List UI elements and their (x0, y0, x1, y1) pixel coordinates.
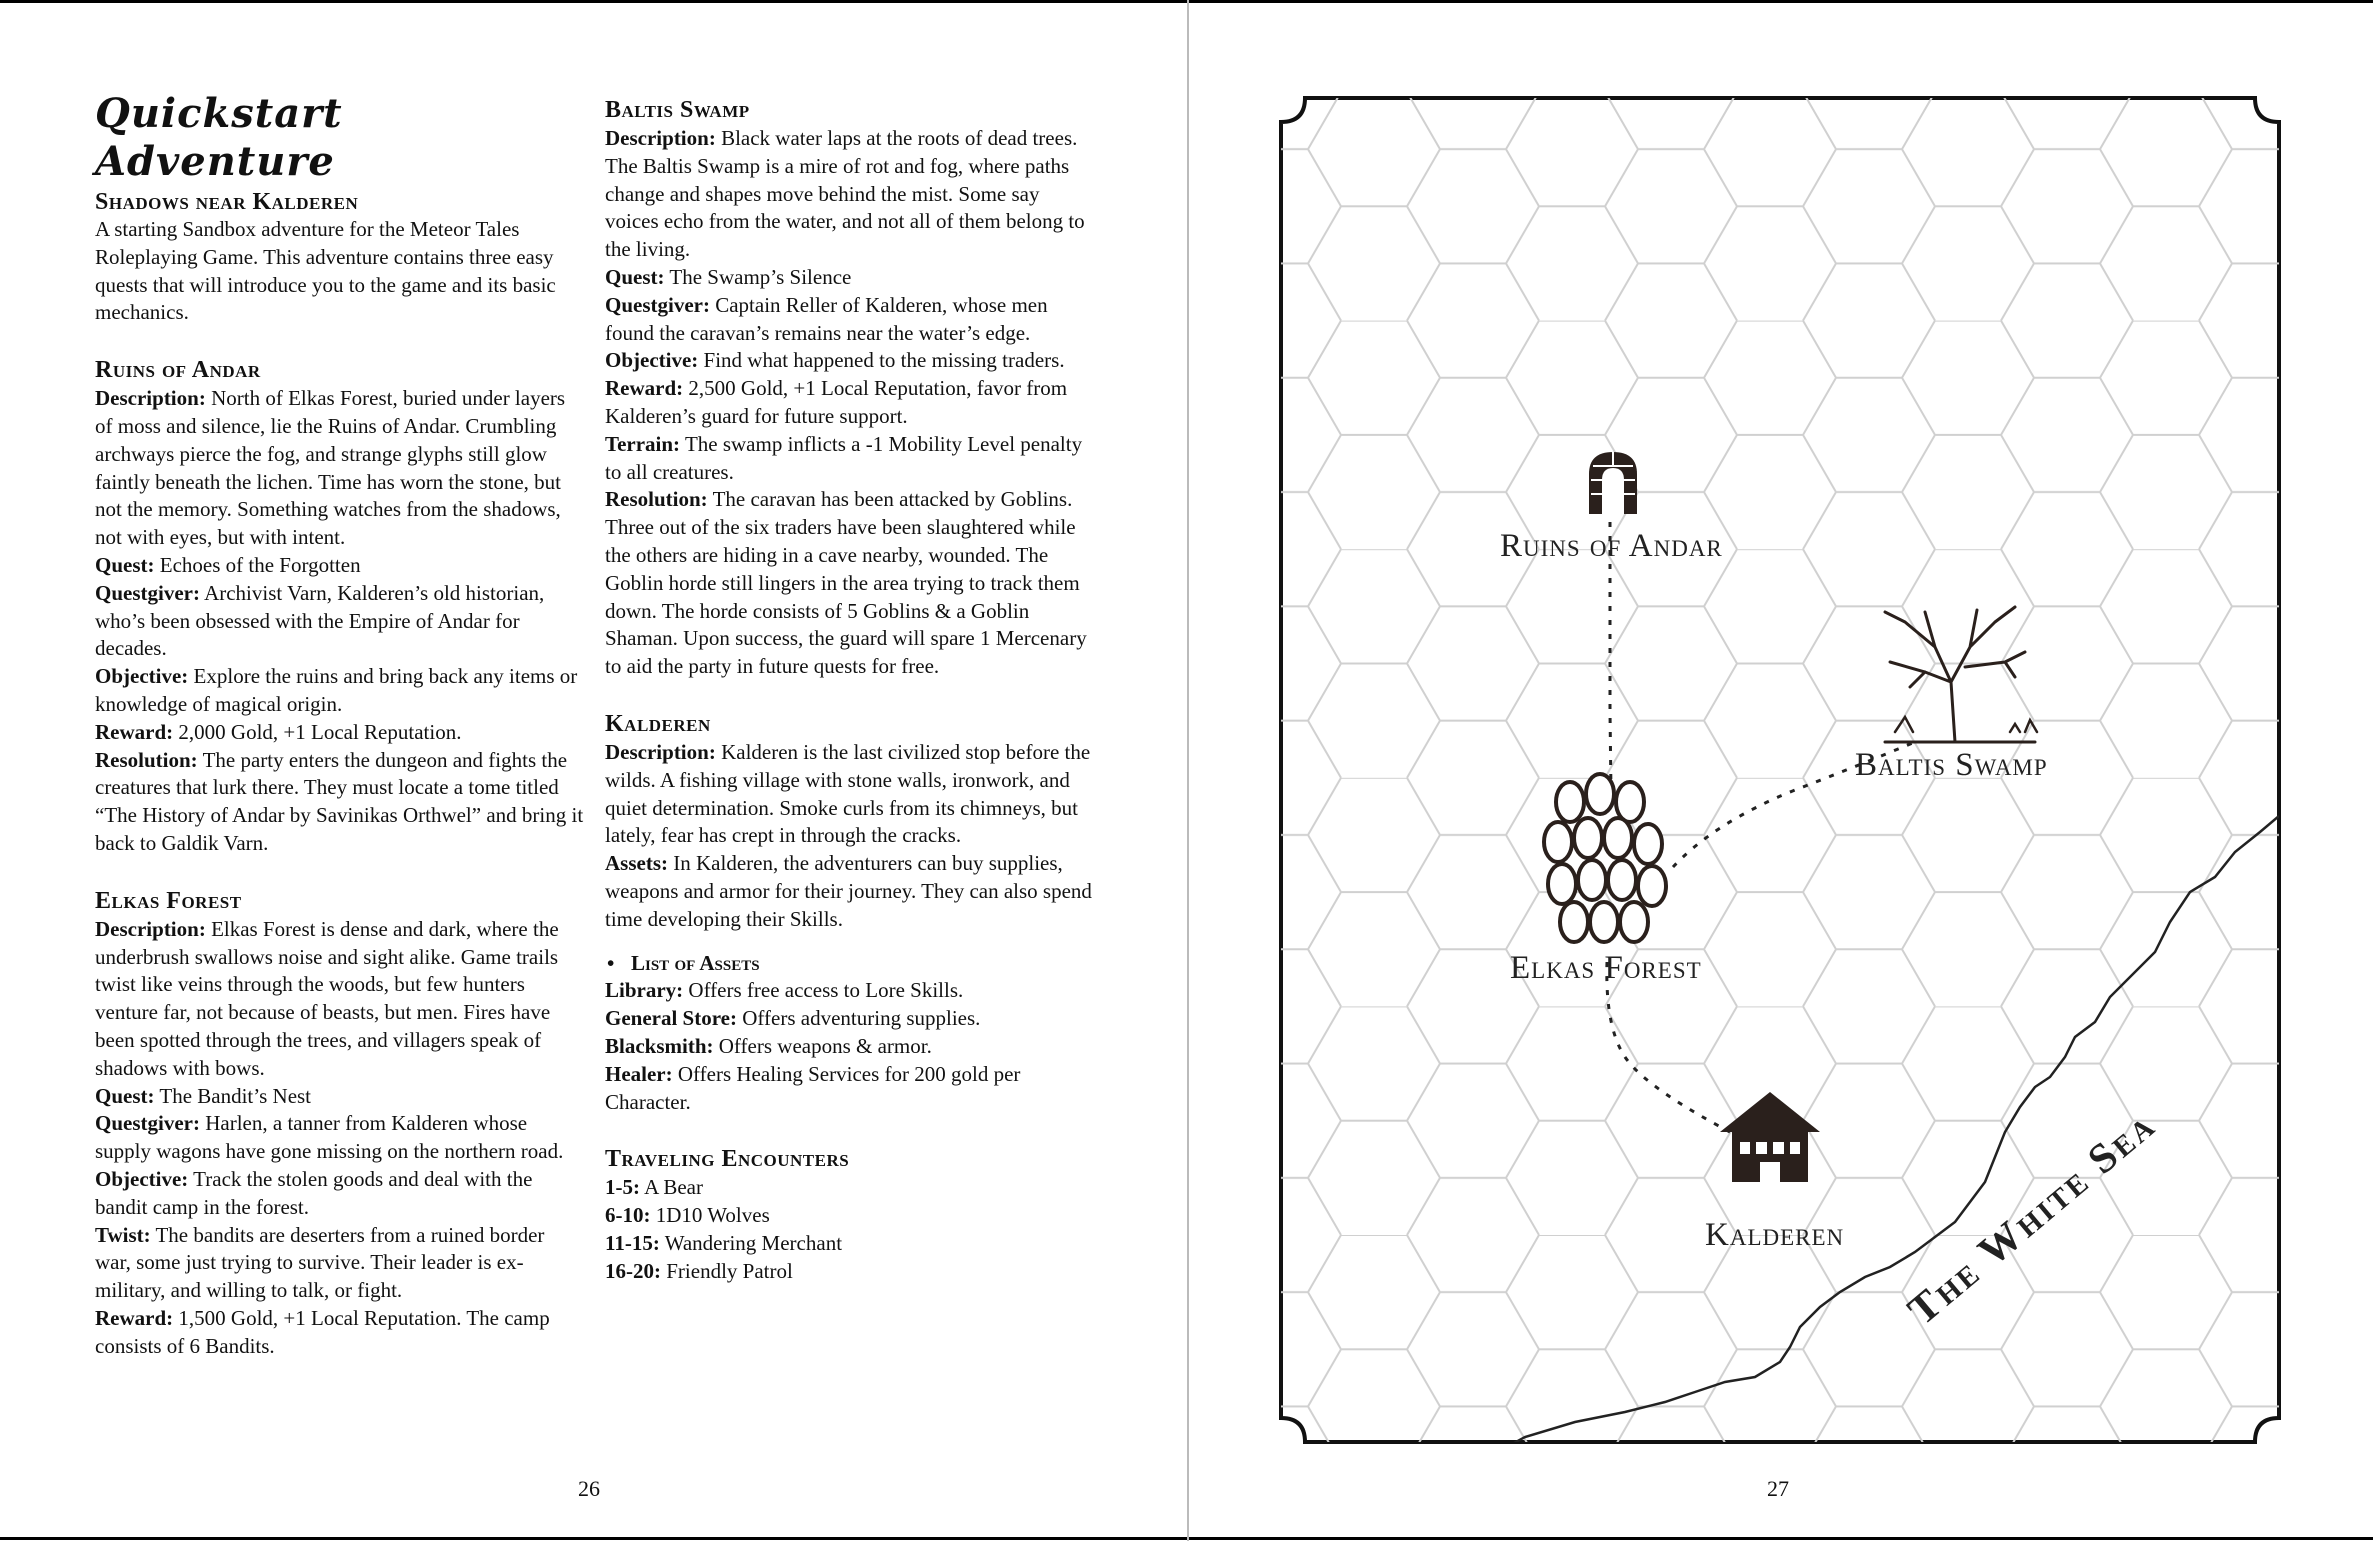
asset-item: General Store: Offers adventuring supplies. (605, 1006, 981, 1031)
ruins-reward: Reward: 2,000 Gold, +1 Local Reputation. (95, 719, 462, 744)
forest-questgiver: Questgiver: Harlen, a tanner from Kalderen whose supply wagons have gone missing on the northern road. (95, 1111, 564, 1164)
kalderen-assets: Assets: In Kalderen, the adventurers can buy supplies, weapons and armor for their journey. They can also spend time developing their Skills. (605, 851, 1092, 931)
ruins-resolution: Resolution: The party enters the dungeon and fights the creatures that lurk there. They must locate a tome titled “The History of Andar by Savinikas Orthwel” and bring it back to Galdik Varn. (95, 747, 584, 855)
left-column-2 (605, 95, 1095, 1285)
page-number-left: 26 (578, 1476, 600, 1501)
page-title: Quickstart Adventure (95, 90, 343, 185)
label-the-white-sea: The White Sea (1899, 1101, 2165, 1335)
label-elkas-forest: Elkas Forest (1510, 950, 1702, 986)
forest-heading: Elkas Forest (95, 887, 242, 914)
page-spine (1187, 0, 1189, 1541)
asset-item: Blacksmith: Offers weapons & armor. (605, 1033, 932, 1058)
encounter-item: 11-15: Wandering Merchant (605, 1230, 843, 1255)
encounters-heading: Traveling Encounters (605, 1146, 850, 1173)
swamp-resolution: Resolution: The caravan has been attacked by Goblins. Three out of the six traders have been slaughtered while the others are hiding in a cave nearby, wounded. The Goblin horde still lingers in the area trying to track them down. The horde consists of 5 Goblins & a Goblin Shaman. Upon success, the guard will spare 1 Mercenary to aid the party in future quests for free. (605, 487, 1087, 679)
asset-item: Library: Offers free access to Lore Skills. (605, 978, 964, 1003)
forest-description: Description: Elkas Forest is dense and dark, where the underbrush swallows noise and sight alike. Game trails twist like veins through the woods, but few hunters venture far, not because of beasts, but men. Fires have been spotted through the trees, and villagers speak of shadows with bows. (95, 916, 559, 1080)
ruins-quest: Quest: Echoes of the Forgotten (95, 552, 361, 577)
label-kalderen: Kalderen (1705, 1217, 1845, 1253)
ruins-questgiver: Questgiver: Archivist Varn, Kalderen’s old historian, who’s been obsessed with the Empire of Andar for decades. (95, 580, 545, 661)
encounter-item: 6-10: 1D10 Wolves (605, 1203, 770, 1228)
encounter-item: 1-5: A Bear (605, 1175, 703, 1200)
assets-list-heading: • List of Assets (607, 950, 760, 975)
forest-objective: Objective: Track the stolen goods and deal with the bandit camp in the forest. (95, 1166, 533, 1219)
adventure-map (1275, 92, 2285, 1448)
page-number-right: 27 (1767, 1476, 1789, 1501)
forest-twist: Twist: The bandits are deserters from a ruined border war, some just trying to survive. Their leader is ex-military, and willing to talk, or fight. (95, 1222, 545, 1303)
forest-quest: Quest: The Bandit’s Nest (95, 1083, 312, 1108)
label-baltis-swamp: Baltis Swamp (1855, 747, 2048, 783)
swamp-heading: Baltis Swamp (605, 97, 750, 123)
ruins-heading: Ruins of Andar (95, 357, 261, 384)
swamp-questgiver: Questgiver: Captain Reller of Kalderen, whose men found the caravan’s remains near the water’s edge. (605, 292, 1048, 345)
swamp-quest: Quest: The Swamp’s Silence (605, 264, 852, 289)
forest-reward: Reward: 1,500 Gold, +1 Local Reputation. The camp consists of 6 Bandits. (95, 1305, 550, 1358)
swamp-terrain: Terrain: The swamp inflicts a -1 Mobility Level penalty to all creatures. (605, 431, 1083, 484)
intro-text: A starting Sandbox adventure for the Meteor Tales Roleplaying Game. This adventure contains three easy quests that will introduce you to the game and its basic mechanics. (95, 217, 556, 325)
encounter-item: 16-20: Friendly Patrol (605, 1258, 793, 1283)
ruins-archway-icon (1589, 452, 1637, 514)
kalderen-heading: Kalderen (605, 710, 711, 737)
kalderen-description: Description: Kalderen is the last civilized stop before the wilds. A fishing village with stone walls, ironwork, and quiet determination. Smoke curls from its chimneys, but lately, fear has crept in through the cracks. (605, 739, 1091, 848)
swamp-reward: Reward: 2,500 Gold, +1 Local Reputation, favor from Kalderen’s guard for future support. (605, 376, 1068, 428)
asset-item: Healer: Offers Healing Services for 200 gold per Character. (605, 1061, 1021, 1114)
left-column-1 (95, 90, 585, 1360)
ruins-objective: Objective: Explore the ruins and bring back any items or knowledge of magical origin. (95, 664, 578, 716)
page-subtitle: Shadows near Kalderen (95, 189, 359, 215)
swamp-objective: Objective: Find what happened to the missing traders. (605, 348, 1065, 373)
ruins-description: Description: North of Elkas Forest, buried under layers of moss and silence, lie the Ruins of Andar. Crumbling archways pierce the fog, and strange glyphs still glow faintly beneath the lichen. Time has worn the stone, but not the memory. Something watches from the shadows, not with eyes, but with intent. (95, 386, 566, 550)
swamp-description: Description: Black water laps at the roots of dead trees. The Baltis Swamp is a mire of rot and fog, where paths change and shapes move behind the mist. Some say voices echo from the water, and not all of them belong to the living. (605, 126, 1085, 262)
label-ruins-of-andar: Ruins of Andar (1500, 528, 1723, 564)
